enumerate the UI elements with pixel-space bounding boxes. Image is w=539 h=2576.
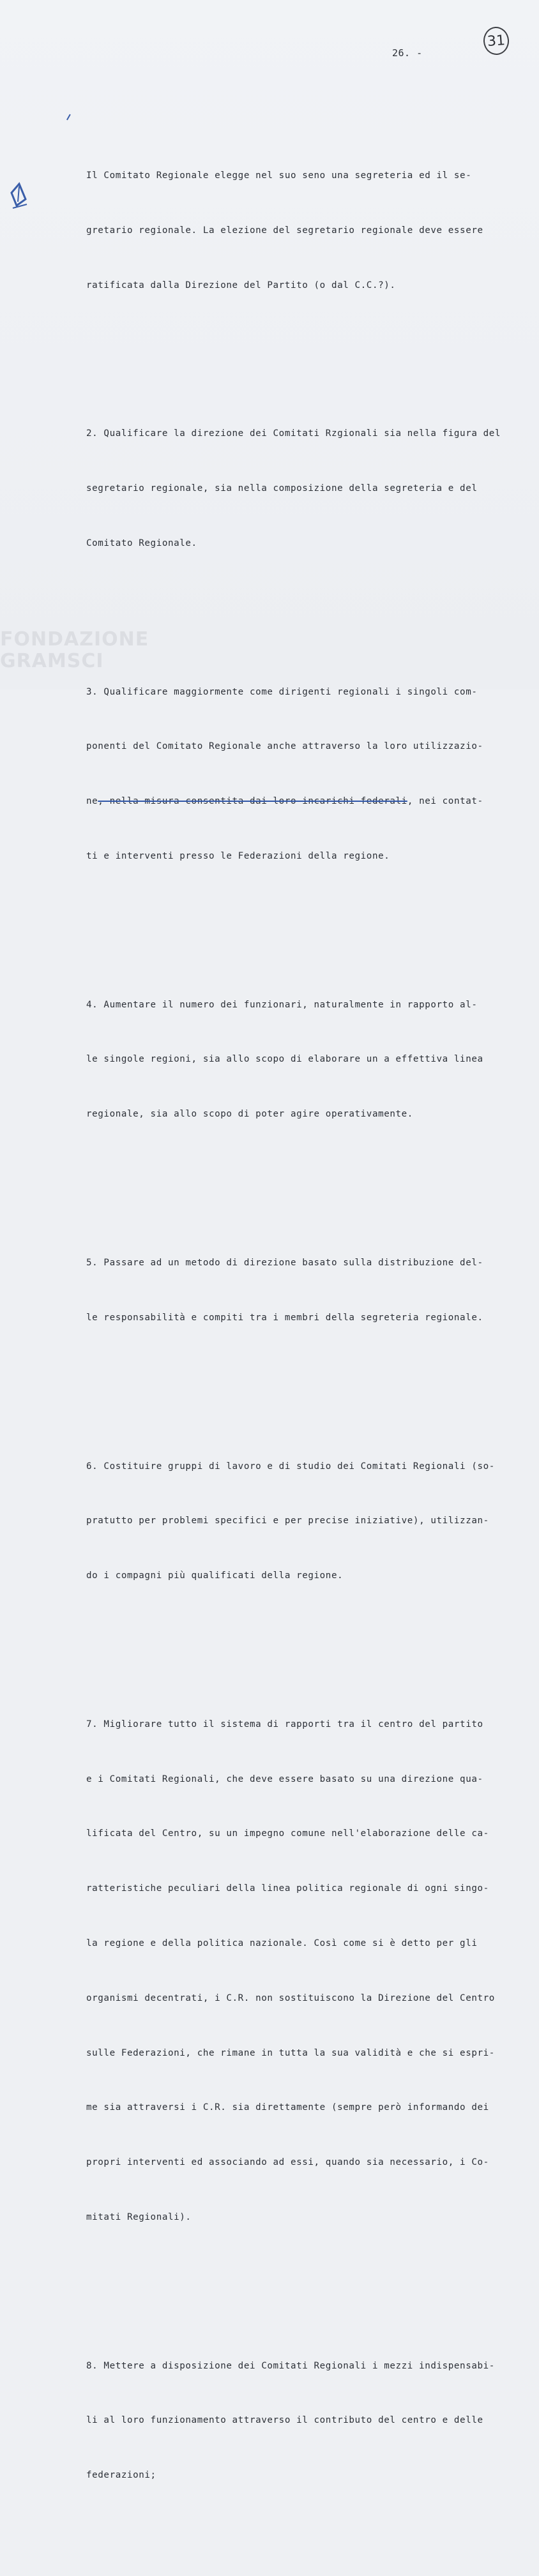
paragraph-6: [86, 1420, 533, 1622]
folio-number: 31: [487, 32, 506, 50]
text-fragment: ne: [86, 796, 98, 807]
margin-tick-mark: [66, 114, 74, 123]
text-line: pratutto per problemi specifici e per precise iniziative), utilizzan-: [86, 1516, 489, 1526]
folio-number-stamp: [483, 26, 510, 56]
struck-text: , nella misura consentita dai loro incarichi federali: [98, 796, 407, 807]
paragraph-2: [86, 388, 533, 589]
text-line: ti e interventi presso le Federazioni della regione.: [86, 850, 390, 861]
page-number: 26. -: [392, 47, 423, 59]
text-line: me sia attraversi i C.R. sia direttamente (sempre però informando dei: [86, 2102, 489, 2113]
paragraph-4: [86, 960, 533, 1161]
paragraph-3: [86, 646, 533, 901]
paragraph-intro: [86, 130, 533, 331]
text-line: la regione e della politica nazionale. Così come si è detto per gli: [86, 1938, 478, 1948]
watermark-line: FONDAZIONE: [0, 628, 149, 651]
text-line: gretario regionale. La elezione del segretario regionale deve essere: [86, 225, 483, 236]
text-line: 3. Qualificare maggiormente come dirigenti regionali i singoli com-: [86, 686, 478, 697]
text-fragment: , nei contat-: [407, 796, 483, 807]
text-line: 6. Costituire gruppi di lavoro e di studio dei Comitati Regionali (so-: [86, 1461, 495, 1472]
watermark-line: GRAMSCI: [0, 650, 104, 672]
text-line: Comitato Regionale.: [86, 538, 197, 548]
text-line: ponenti del Comitato Regionale anche attraverso la loro utilizzazio-: [86, 741, 483, 752]
text-line: 8. Mettere a disposizione dei Comitati Regionali i mezzi indispensabi-: [86, 2360, 495, 2371]
archive-watermark: [0, 628, 149, 689]
text-line: 2. Qualificare la direzione dei Comitati Rzgionali sia nella figura del: [86, 428, 501, 439]
text-line: organismi decentrati, i C.R. non sostituiscono la Direzione del Centro: [86, 1992, 495, 2003]
text-line: le singole regioni, sia allo scopo di elaborare un a effettiva linea: [86, 1054, 483, 1065]
text-line: le responsabilità e compiti tra i membri della segreteria regionale.: [86, 1312, 483, 1323]
text-line: Il Comitato Regionale elegge nel suo seno una segreteria ed il se-: [86, 170, 472, 181]
text-line: lificata del Centro, su un impegno comune nell'elaborazione delle ca-: [86, 1828, 489, 1839]
text-line: segretario regionale, sia nella composizione della segreteria e del: [86, 483, 478, 494]
text-line: 5. Passare ad un metodo di direzione basato sulla distribuzione del-: [86, 1258, 483, 1268]
text-line: e i Comitati Regionali, che deve essere basato su una direzione qua-: [86, 1774, 483, 1784]
text-line: regionale, sia allo scopo di poter agire operativamente.: [86, 1109, 413, 1120]
text-line: mitati Regionali).: [86, 2211, 192, 2222]
text-line: sulle Federazioni, che rimane in tutta la sua validità e che si espri-: [86, 2047, 495, 2058]
typewritten-body: [86, 75, 533, 2576]
text-line: ratteristiche peculiari della linea politica regionale di ogni singo-: [86, 1883, 489, 1894]
text-line: li al loro funzionamento attraverso il contributo del centro e delle: [86, 2415, 483, 2426]
text-line-with-strikethrough: [86, 792, 533, 811]
paragraph-7: [86, 1679, 533, 2263]
text-line: 4. Aumentare il numero dei funzionari, naturalmente in rapporto al-: [86, 999, 478, 1010]
text-line: propri interventi ed associando ad essi, quando sia necessario, i Co-: [86, 2157, 489, 2168]
text-line: do i compagni più qualificati della regione.: [86, 1570, 344, 1581]
text-line: ratificata dalla Direzione del Partito (o dal C.C.?).: [86, 280, 396, 290]
paragraph-5: [86, 1217, 533, 1364]
text-line: federazioni;: [86, 2470, 156, 2481]
paragraph-8: [86, 2320, 533, 2521]
text-line: 7. Migliorare tutto il sistema di rapporti tra il centro del partito: [86, 1719, 483, 1729]
margin-annotation-icon: [9, 180, 29, 211]
